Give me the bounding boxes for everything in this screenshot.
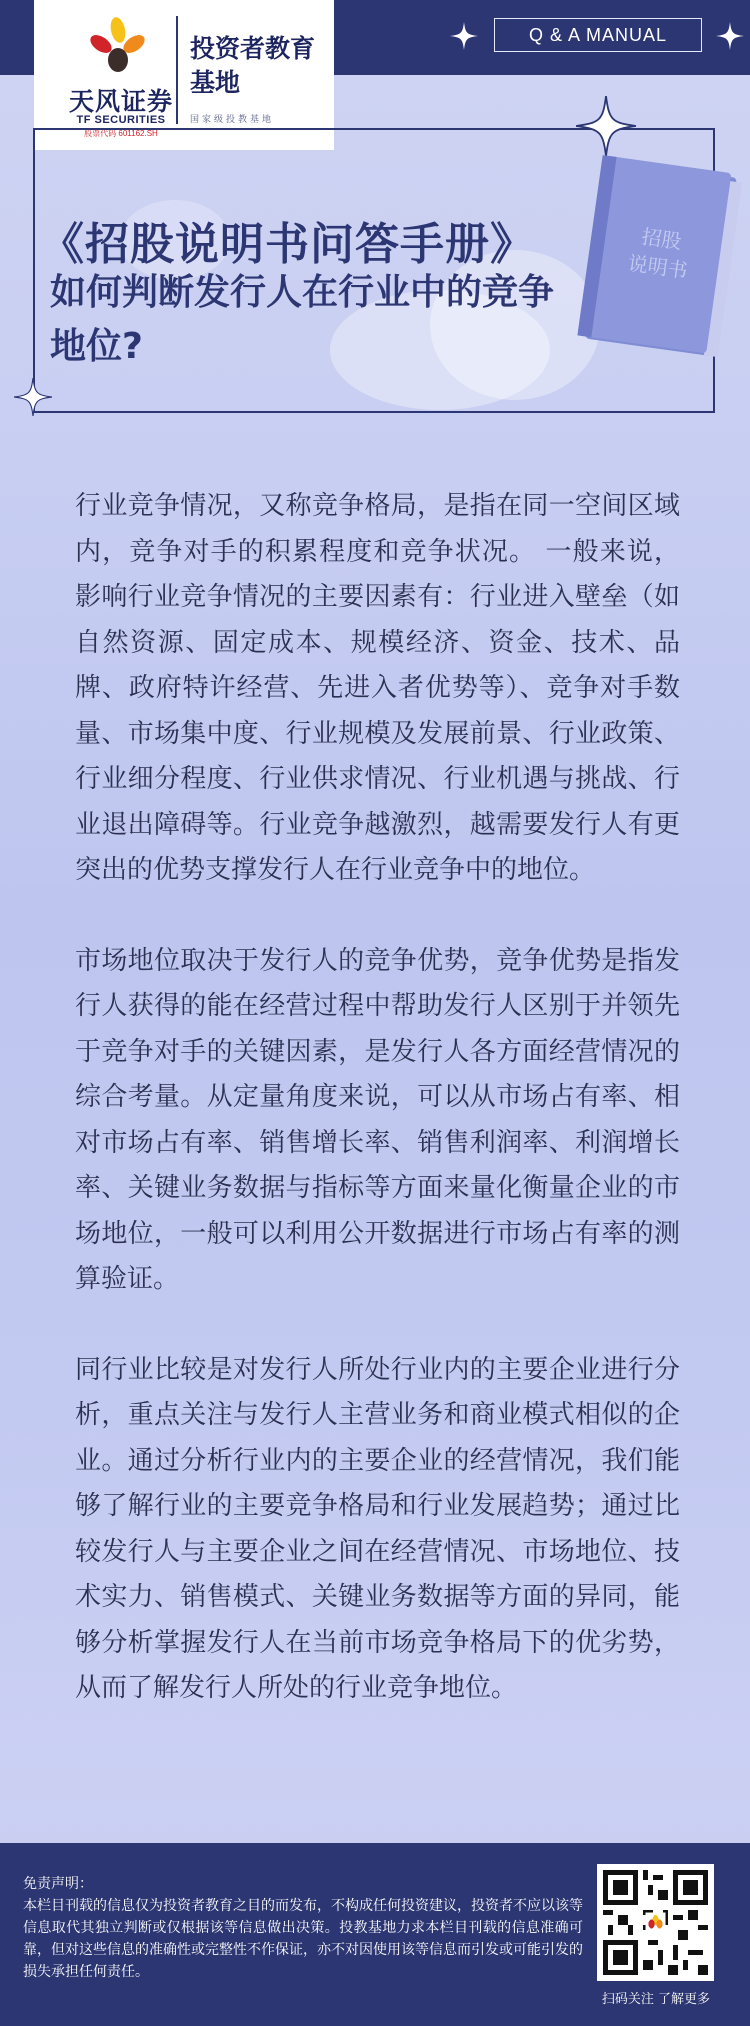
brand-name-en: TF SECURITIES: [76, 114, 166, 126]
svg-text:说明书: 说明书: [626, 250, 690, 283]
stock-code: 股票代码 601162.SH: [84, 129, 158, 138]
manual-label-box: Q & A MANUAL: [494, 18, 702, 52]
svg-text:招股: 招股: [640, 224, 684, 254]
sparkle-star-icon: [14, 378, 52, 416]
article-body: [75, 484, 680, 1757]
sparkle-star-icon: [576, 96, 636, 156]
edu-base-title: 投资者教育基地: [190, 34, 316, 97]
sparkle-star-icon: [716, 22, 744, 50]
page-subtitle: 如何判断发行人在行业中的竞争地位?: [50, 272, 555, 367]
book-icon: [566, 150, 750, 380]
tf-logo-icon: [86, 14, 150, 78]
paragraph: 同行业比较是对发行人所处行业内的主要企业进行分析，重点关注与发行人主营业务和商业模式相似的企业。通过分析行业内的主要企业的经营情况，我们能够了解行业的主要竞争格局和行业发展趋势；通过比较发行人与主要企业之间在经营情况、市场地位、技术实力、销售模式、关键业务数据等方面的异同，能够分析掌握发行人在当前市场竞争格局下的优劣势，从而了解发行人所处的行业竞争地位。: [75, 1354, 680, 1703]
sparkle-star-icon: [450, 22, 478, 50]
disclaimer-text: 本栏目刊载的信息仅为投资者教育之目的而发布，不构成任何投资建议，投资者不应以该等信息取代其独立判断或仅根据该等信息做出决策。投教基地力求本栏目刊载的信息准确可靠，但对这些信息的准确性或完整性不作保证，亦不对因使用该等信息而引发或可能引发的损失承担任何责任。: [23, 1898, 583, 1980]
paragraph: 市场地位取决于发行人的竞争优势，竞争优势是指发行人获得的能在经营过程中帮助发行人区别于并领先于竞争对手的关键因素，是发行人各方面经营情况的综合考量。从定量角度来说，可以从市场占有率、相对市场占有率、销售增长率、销售利润率、利润增长率、关键业务数据与指标等方面来量化衡量企业的市场地位，一般可以利用公开数据进行市场占有率的测算验证。: [75, 945, 680, 1294]
qr-caption: 扫码关注 了解更多: [601, 1992, 711, 2007]
logo-divider: [176, 16, 178, 124]
disclaimer-title: 免责声明：: [23, 1876, 93, 1892]
brand-name-cn: 天风证券: [68, 87, 173, 116]
page-title: 《招股说明书问答手册》: [40, 219, 535, 270]
paragraph: 行业竞争情况，又称竞争格局，是指在同一空间区域内，竞争对手的积累程度和竞争状况。 一般来说，影响行业竞争情况的主要因素有：行业进入壁垒（如自然资源、固定成本、规模经济、资金、技术、品牌、政府特许经营、先进入者优势等）、竞争对手数量、市场集中度、行业规模及发展前景、行业政策、行业细分程度、行业供求情况、行业机遇与挑战、行业退出障碍等。行业竞争越激烈，越需要发行人有更突出的优势支撑发行人在行业竞争中的地位。: [75, 491, 680, 885]
edu-base-subtitle: 国家级投教基地: [190, 115, 275, 125]
qr-code[interactable]: [597, 1864, 714, 1981]
qr-code-pattern: [603, 1870, 708, 1975]
